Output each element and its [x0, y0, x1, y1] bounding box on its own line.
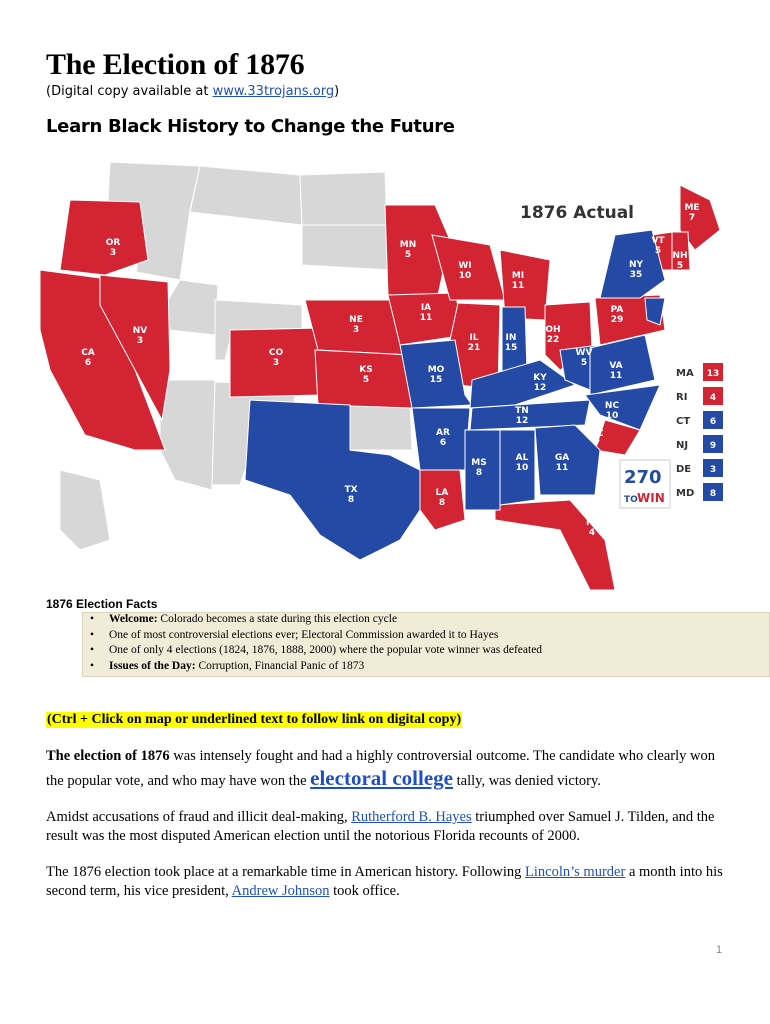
state-label-oh: OH: [545, 325, 561, 335]
state-ev-pa: 29: [610, 315, 624, 325]
fact-text: Colorado becomes a state during this election cycle: [157, 613, 398, 625]
state-label-mo: MO: [427, 365, 445, 375]
state-label-tn: TN: [515, 406, 529, 416]
page-title: The Election of 1876: [46, 48, 305, 81]
state-ev-tn: 12: [515, 416, 529, 426]
state-label-sc: SC: [590, 429, 604, 439]
p2-text-b: triumphed over Samuel J. Tilden, and the result was the most disputed American election until the notorious Florida recounts of 2000.: [46, 809, 715, 844]
state-label-va: VA: [609, 361, 623, 371]
state-label-ga: GA: [554, 453, 570, 463]
state-label-or: OR: [105, 238, 121, 248]
legend-ev-ri: 4: [709, 393, 717, 403]
state-label-ms: MS: [471, 458, 487, 468]
logo-main-text: 270: [624, 467, 662, 488]
state-ev-tx: 8: [347, 495, 355, 505]
state-label-mi: MI: [511, 271, 525, 281]
subtitle-suffix: ): [334, 84, 340, 99]
p3-text-b: a month into his second term, his vice president,: [46, 864, 723, 899]
state-ev-la: 8: [438, 498, 446, 508]
andrew-johnson-link[interactable]: Andrew Johnson: [231, 883, 330, 899]
logo-to-text: TO: [624, 495, 638, 505]
legend-label-de: DE: [676, 464, 692, 475]
legend-label-nj: NJ: [676, 440, 689, 451]
p1-text-a: was intensely fought and had a highly controversial outcome. The candidate who clearly won the popular vote, and who may have won the: [46, 748, 715, 789]
state-label-tx: TX: [344, 485, 358, 495]
subtitle-prefix: (Digital copy available at: [46, 84, 213, 99]
fact-text: One of most controversial elections ever; Electoral Commission awarded it to Hayes: [109, 628, 499, 641]
subtitle: [46, 84, 339, 99]
state-label-nh: NH: [672, 251, 688, 261]
state-label-wv: WV: [575, 348, 593, 358]
hayes-link[interactable]: Rutherford B. Hayes: [351, 809, 472, 825]
fact-item: [84, 643, 542, 659]
state-label-me: ME: [684, 203, 700, 213]
election-map[interactable]: [40, 150, 740, 590]
legend-ev-ma: 13: [706, 369, 720, 379]
fact-bold: Issues of the Day:: [109, 659, 196, 672]
legend-ev-nj: 9: [709, 441, 717, 451]
state-ev-me: 7: [688, 213, 696, 223]
state-label-nc: NC: [604, 401, 620, 411]
paragraph-1: [46, 745, 736, 792]
state-label-ia: IA: [420, 303, 432, 313]
state-ev-wv: 5: [580, 358, 588, 368]
state-label-wi: WI: [458, 261, 472, 271]
state-label-nv: NV: [132, 326, 148, 336]
p2-text-a: Amidst accusations of fraud and illicit deal-making,: [46, 809, 352, 825]
state-ev-ks: 5: [362, 375, 370, 385]
state-ev-in: 15: [504, 343, 518, 353]
state-ev-fl: 4: [588, 528, 596, 538]
fact-item: [84, 612, 542, 628]
p1-bold-lead: The election of 1876: [46, 748, 170, 764]
electoral-college-link[interactable]: electoral college: [310, 766, 453, 790]
state-label-ar: AR: [436, 428, 450, 438]
legend-ev-md: 8: [709, 489, 717, 499]
state-label-co: CO: [268, 348, 284, 358]
state-ev-co: 3: [272, 358, 280, 368]
state-label-ca: CA: [81, 348, 95, 358]
legend-ev-ct: 6: [709, 417, 717, 427]
state-label-ny: NY: [628, 260, 644, 270]
state-label-ky: KY: [533, 373, 547, 383]
p1-text-b: tally, was denied victory.: [452, 773, 601, 789]
state-ev-nh: 5: [676, 261, 684, 271]
facts-title: 1876 Election Facts: [46, 597, 158, 611]
state-ev-il: 21: [467, 343, 481, 353]
link-instruction-note: (Ctrl + Click on map or underlined text to follow link on digital copy): [47, 712, 462, 727]
p3-text-a: The 1876 election took place at a remarkable time in American history. Following: [46, 864, 526, 880]
state-ev-ny: 35: [629, 270, 643, 280]
state-ev-vt: 5: [654, 246, 662, 256]
state-ev-sc: 7: [593, 439, 601, 449]
state-ev-va: 11: [609, 371, 623, 381]
state-label-al: AL: [515, 453, 529, 463]
fact-item: [84, 659, 542, 675]
fact-bold: Welcome:: [109, 613, 158, 625]
270-to-win-logo[interactable]: [620, 460, 670, 508]
facts-list: [84, 612, 542, 674]
state-ev-mi: 11: [511, 281, 525, 291]
state-ev-ms: 8: [475, 468, 483, 478]
state-ev-oh: 22: [546, 335, 560, 345]
state-ev-mn: 5: [404, 250, 412, 260]
state-label-ne: NE: [349, 315, 363, 325]
map-title: 1876 Actual: [520, 203, 634, 223]
state-ev-nc: 10: [605, 411, 619, 421]
logo-win-text: WIN: [637, 491, 665, 505]
state-ev-nv: 3: [136, 336, 144, 346]
legend-label-md: MD: [676, 488, 695, 499]
state-label-in: IN: [505, 333, 517, 343]
state-label-vt: VT: [651, 236, 665, 246]
state-label-il: IL: [469, 333, 479, 343]
state-ev-ca: 6: [84, 358, 92, 368]
fact-text: Corruption, Financial Panic of 1873: [195, 659, 365, 672]
p3-text-c: took office.: [329, 883, 400, 899]
paragraph-3: [46, 863, 736, 901]
page-number: 1: [716, 944, 723, 956]
state-label-pa: PA: [610, 305, 624, 315]
state-ev-ne: 3: [352, 325, 360, 335]
fact-text: One of only 4 elections (1824, 1876, 1888, 2000) where the popular vote winner was defeated: [109, 644, 543, 656]
state-ev-al: 10: [515, 463, 529, 473]
website-link[interactable]: www.33trojans.org: [212, 84, 335, 99]
state-ev-ia: 11: [419, 313, 433, 323]
legend-label-ma: MA: [676, 368, 694, 379]
state-ev-wi: 10: [458, 271, 472, 281]
state-label-mn: MN: [399, 240, 417, 250]
small-state-legend: [676, 363, 723, 501]
fact-item: [84, 628, 542, 644]
legend-label-ct: CT: [676, 416, 691, 427]
tagline-heading: Learn Black History to Change the Future: [46, 116, 455, 137]
lincoln-murder-link[interactable]: Lincoln’s murder: [525, 864, 626, 880]
state-label-ks: KS: [359, 365, 373, 375]
state-ev-ky: 12: [533, 383, 547, 393]
legend-ev-de: 3: [709, 465, 717, 475]
state-ev-ga: 11: [555, 463, 569, 473]
state-ev-ar: 6: [439, 438, 447, 448]
state-ev-mo: 15: [429, 375, 443, 385]
state-label-fl: FL: [586, 518, 598, 528]
state-label-la: LA: [435, 488, 449, 498]
state-ev-or: 3: [109, 248, 117, 258]
legend-label-ri: RI: [676, 392, 688, 403]
paragraph-2: [46, 808, 736, 846]
